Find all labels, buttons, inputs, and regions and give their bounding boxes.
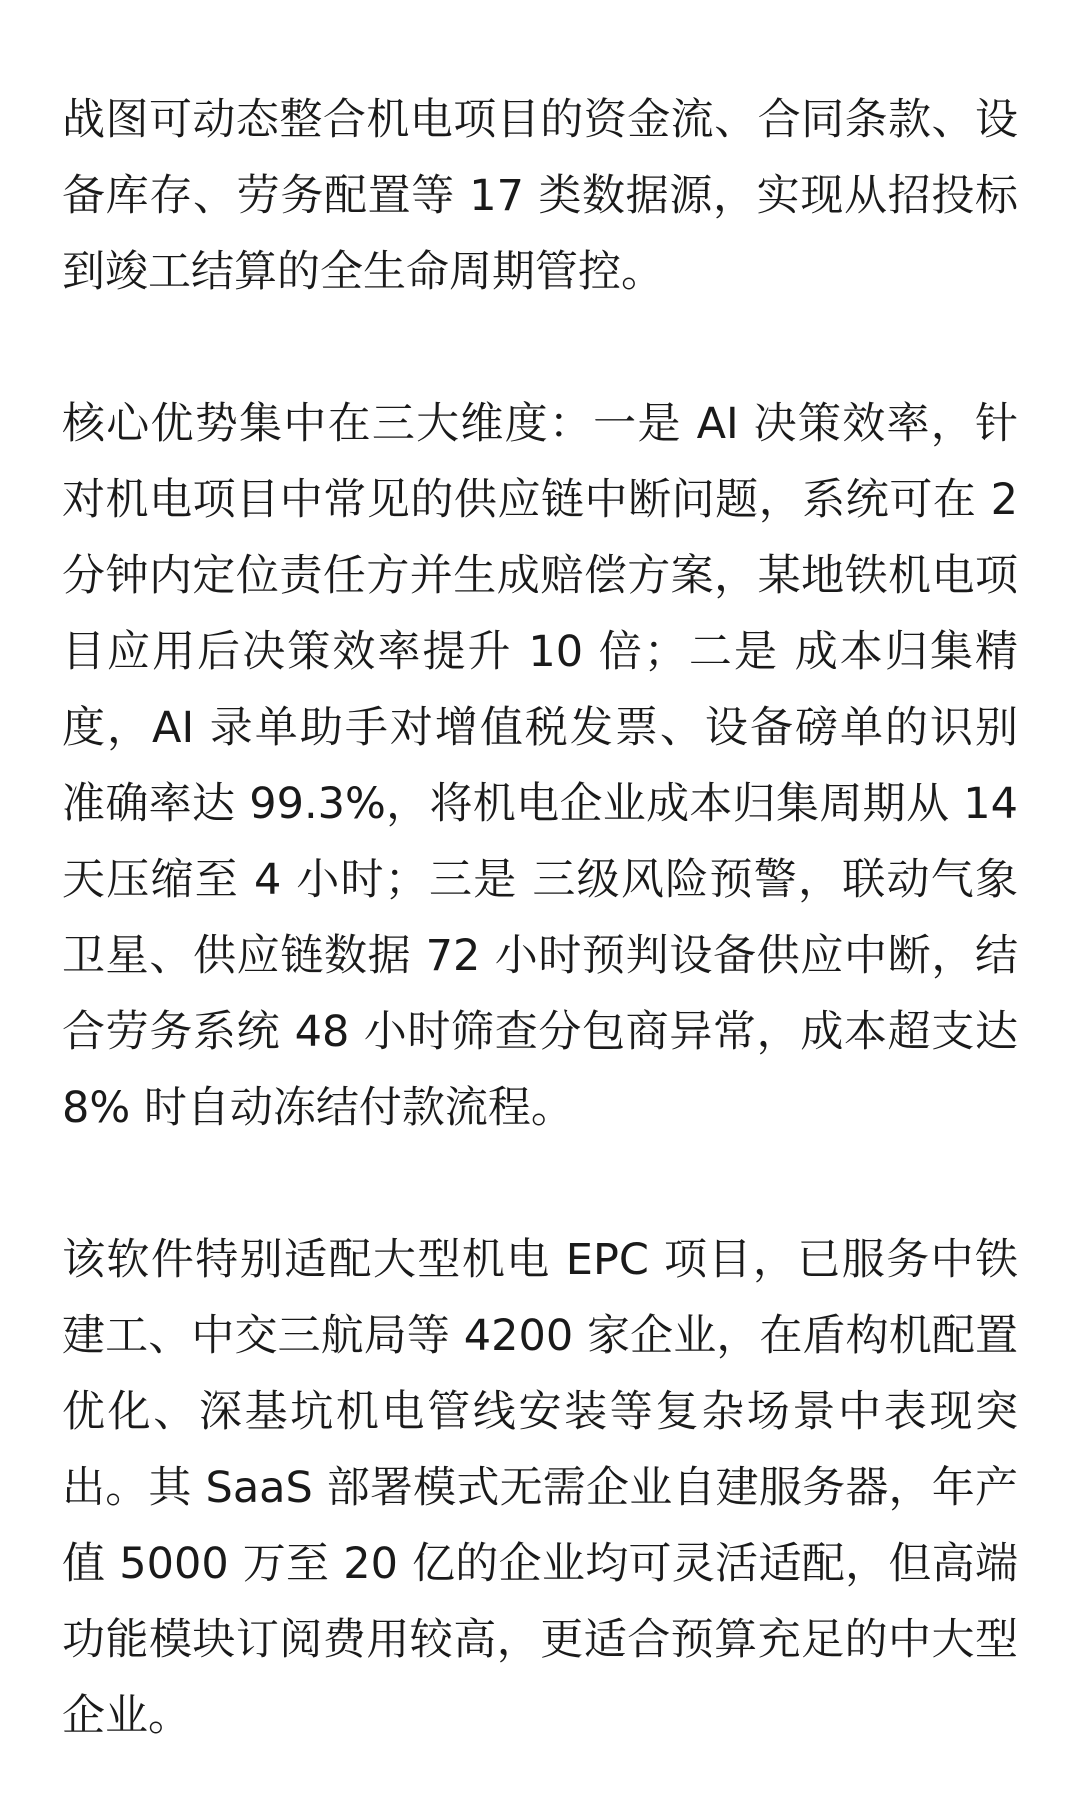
article-body [62,82,1018,1754]
paragraph-data-integration: 战图可动态整合机电项目的资金流、合同条款、设备库存、劳务配置等 17 类数据源，实现从招投标到竣工结算的全生命周期管控。 [62,95,1018,297]
paragraph-core-advantages: 核心优势集中在三大维度：一是 AI 决策效率，针对机电项目中常见的供应链中断问题，系统可在 2 分钟内定位责任方并生成赔偿方案，某地铁机电项目应用后决策效率提升 10 倍；二是 成本归集精度，AI 录单助手对增值税发票、设备磅单的识别准确率达 99.3%，将机电企业成本归集周期从 14 天压缩至 4 小时；三是 三级风险预警，联动气象卫星、供应链数据 72 小时预判设备供应中断，结合劳务系统 48 小时筛查分包商异常，成本超支达 8% 时自动冻结付款流程。 [62,399,1018,1133]
paragraph-applicability: 该软件特别适配大型机电 EPC 项目，已服务中铁建工、中交三航局等 4200 家企业，在盾构机配置优化、深基坑机电管线安装等复杂场景中表现突出。其 SaaS 部署模式无需企业自建服务器，年产值 5000 万至 20 亿的企业均可灵活适配，但高端功能模块订阅费用较高，更适合预算充足的中大型企业。 [62,1235,1018,1741]
